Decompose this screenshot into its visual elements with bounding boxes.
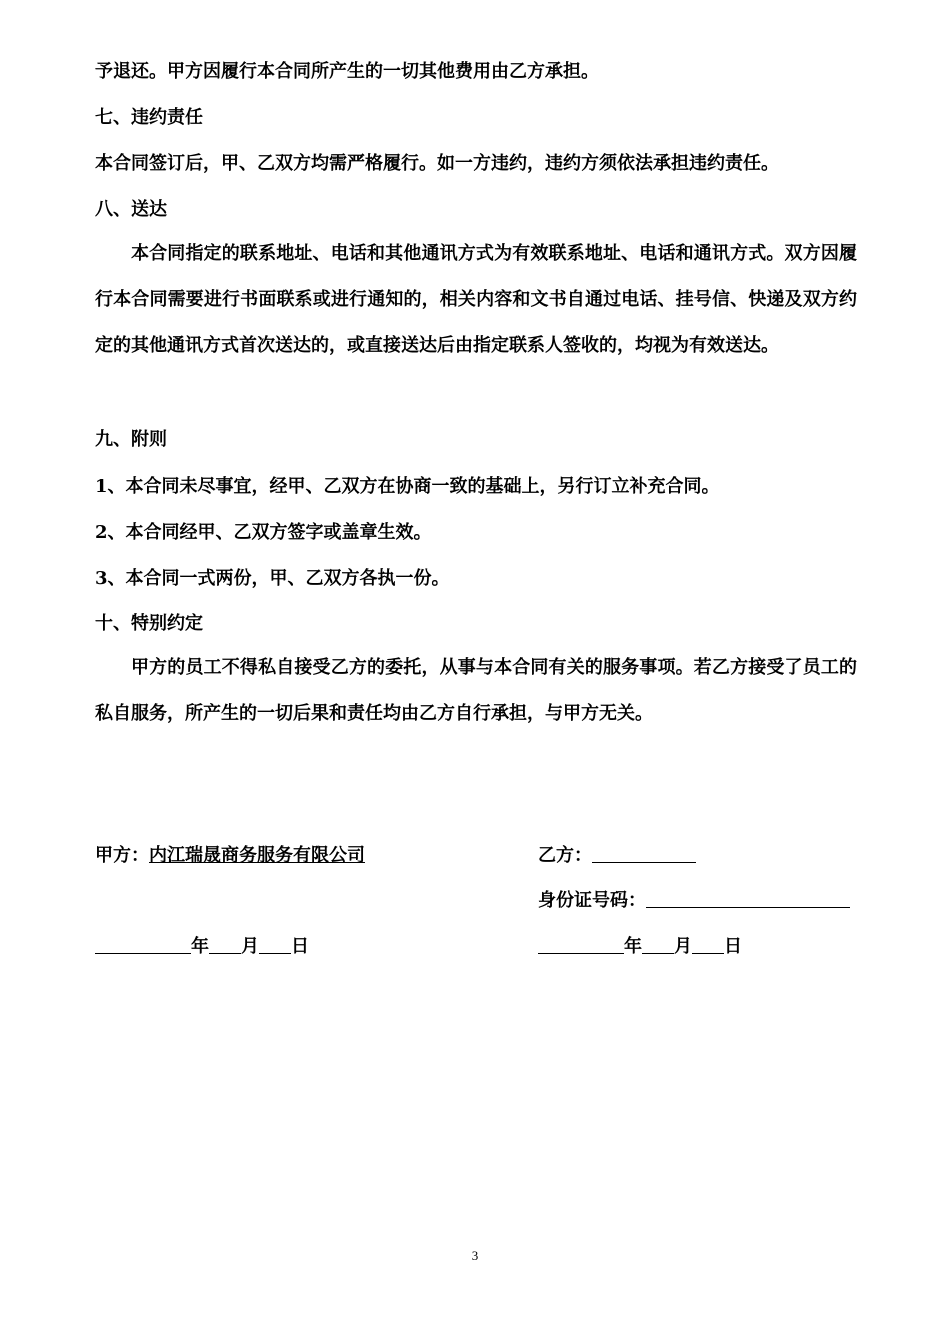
party-b-year-label: 年 — [624, 936, 642, 957]
party-a-signature-line — [95, 844, 365, 868]
party-b-day-label: 日 — [724, 936, 742, 957]
party-a-name: 内江瑞晟商务服务有限公司 — [149, 845, 365, 866]
party-a-year-label: 年 — [191, 936, 209, 957]
section-9-item-1: 1、本合同未尽事宜，经甲、乙双方在协商一致的基础上，另行订立补充合同。 — [95, 476, 720, 497]
party-b-signature-line — [538, 844, 696, 868]
section-9-item-2: 2、本合同经甲、乙双方签字或盖章生效。 — [95, 522, 432, 543]
section-8-heading: 八、送达 — [95, 199, 167, 220]
section-8-text: 本合同指定的联系地址、电话和其他通讯方式为有效联系地址、电话和通讯方式。双方因履行本合同需要进行书面联系或进行通知的，相关内容和文书自通过电话、挂号信、快递及双方约定的其他通讯方式首次送达的，或直接送达后由指定联系人签收的，均视为有效送达。 — [95, 243, 857, 356]
party-a-label: 甲方： — [95, 845, 149, 866]
section-10-text: 甲方的员工不得私自接受乙方的委托，从事与本合同有关的服务事项。若乙方接受了员工的私自服务，所产生的一切后果和责任均由乙方自行承担，与甲方无关。 — [95, 657, 857, 724]
party-a-date-line — [95, 935, 309, 959]
party-b-blank[interactable] — [592, 844, 696, 863]
party-a-day-blank[interactable] — [259, 935, 291, 954]
section-10-heading: 十、特别约定 — [95, 613, 203, 634]
section-7-heading: 七、违约责任 — [95, 107, 203, 128]
id-number-line — [538, 889, 850, 913]
party-a-day-label: 日 — [291, 936, 309, 957]
party-b-month-label: 月 — [674, 936, 692, 957]
party-b-day-blank[interactable] — [692, 935, 724, 954]
id-number-blank[interactable] — [646, 889, 850, 908]
section-7-text: 本合同签订后，甲、乙双方均需严格履行。如一方违约，违约方须依法承担违约责任。 — [95, 153, 779, 174]
id-number-label: 身份证号码： — [538, 890, 646, 911]
party-a-year-blank[interactable] — [95, 935, 191, 954]
party-b-month-blank[interactable] — [642, 935, 674, 954]
page-number: 3 — [471, 1248, 479, 1263]
continuation-line: 予退还。甲方因履行本合同所产生的一切其他费用由乙方承担。 — [95, 61, 599, 82]
party-a-month-label: 月 — [241, 936, 259, 957]
party-a-month-blank[interactable] — [209, 935, 241, 954]
section-9-heading: 九、附则 — [95, 429, 167, 450]
section-9-item-3: 3、本合同一式两份，甲、乙双方各执一份。 — [95, 568, 450, 589]
party-b-date-line — [538, 935, 742, 959]
party-b-label: 乙方： — [538, 845, 592, 866]
party-b-year-blank[interactable] — [538, 935, 624, 954]
